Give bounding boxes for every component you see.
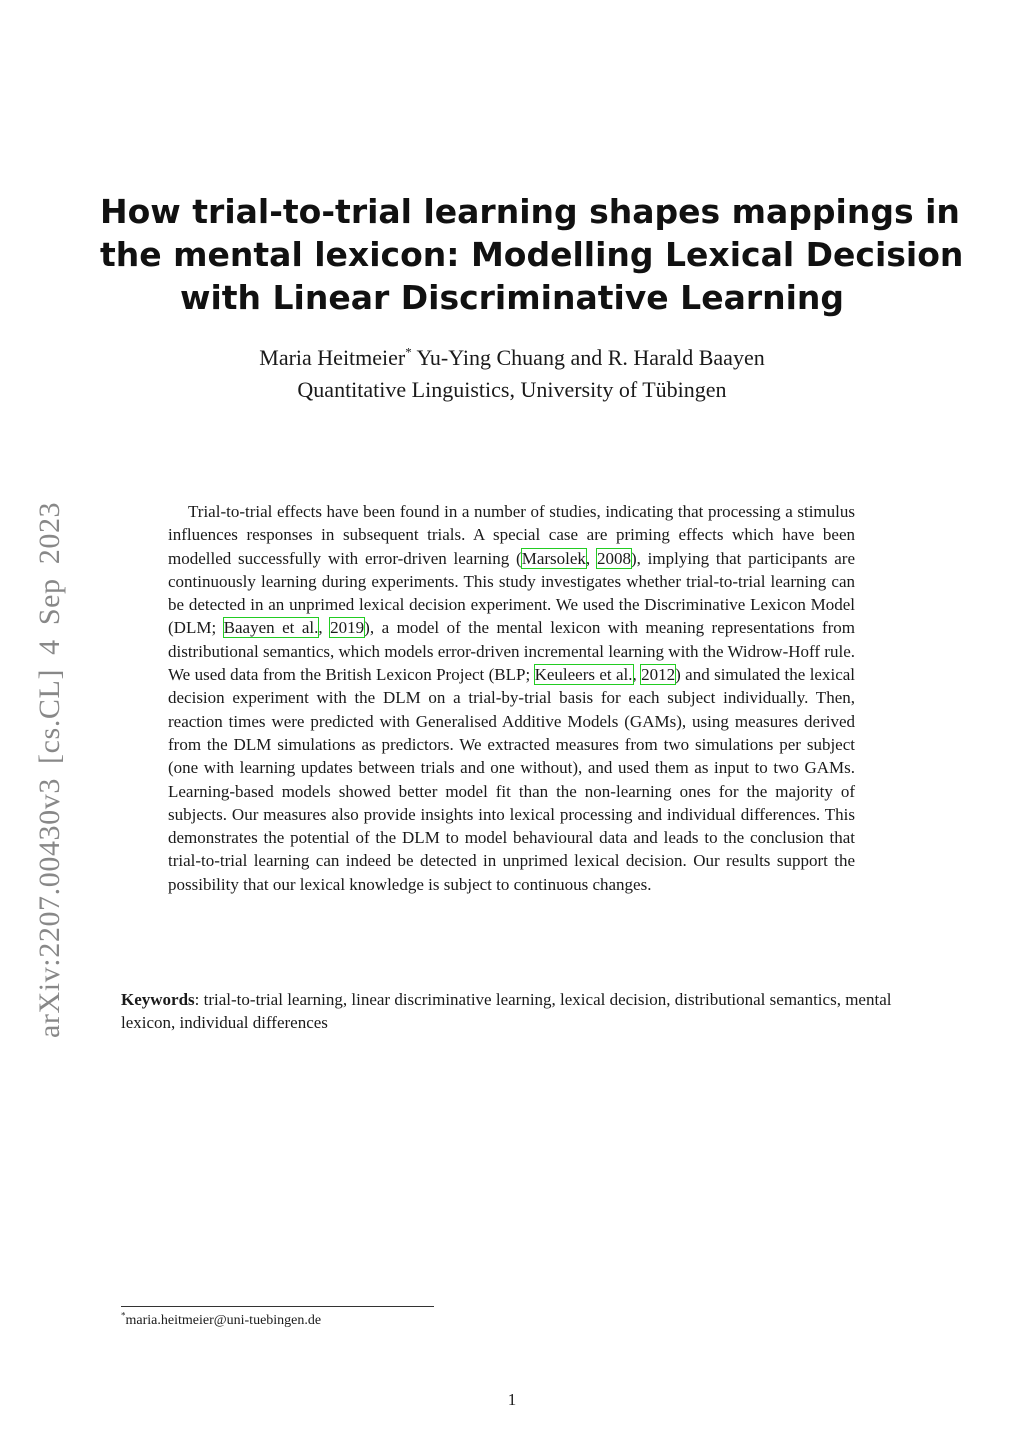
keywords-label: Keywords: [121, 990, 195, 1009]
author-rest: Yu-Ying Chuang and R. Harald Baayen: [411, 345, 765, 370]
abstract-text: ), implying that participants are continuously learning during experiments. This study investigates whether trial-to-trial learning can be detected in an unprimed lexical decision experiment. We used the Discriminative Lexicon Model (DLM;: [168, 548, 856, 638]
title-line: How trial-to-trial learning shapes mappings in: [100, 192, 960, 231]
author-block: [100, 342, 924, 406]
footnote-email[interactable]: maria.heitmeier@uni-tuebingen.de: [125, 1313, 322, 1328]
author-names: [100, 342, 924, 374]
citation-separator: ,: [632, 665, 642, 685]
affiliation: Quantitative Linguistics, University of Tübingen: [297, 377, 727, 402]
keywords: [121, 988, 903, 1035]
citation-link-baayen-author[interactable]: Baayen et al.: [223, 618, 319, 638]
page-number: 1: [507, 1390, 517, 1409]
citation-link-marsolek-author[interactable]: Marsolek: [521, 548, 586, 568]
abstract-paragraph: [168, 500, 855, 896]
author-footnote-mark[interactable]: *: [405, 344, 412, 360]
paper-title: [100, 190, 964, 319]
citation-separator: ,: [318, 618, 331, 638]
abstract-text: ) and simulated the lexical decision experiment with the DLM on a trial-by-trial basis for each subject individually. Then, reaction times were predicted with Generalised Additive Models (GAMs), using measures derived from the DLM simulations as predictors. We extracted measures from two simulations per subject (one with learning updates between trials and one without), and used them as input to two GAMs. Learning-based models showed better model fit than the non-learning ones for the majority of subjects. Our measures also provide insights into lexical processing and individual differences. This demonstrates the potential of the DLM to model behavioural data and leads to the conclusion that trial-to-trial learning can indeed be detected in unprimed lexical decision. Our results support the possibility that our lexical knowledge is subject to continuous changes.: [168, 665, 856, 894]
title-line: the mental lexicon: Modelling Lexical Decision: [100, 235, 964, 274]
abstract: [168, 500, 855, 896]
citation-link-marsolek-year[interactable]: 2008: [596, 548, 631, 568]
citation-link-keuleers-year[interactable]: 2012: [641, 665, 676, 685]
abstract-text: ), a model of the mental lexicon with meaning representations from distributional semantics, which models error-driven incremental learning with the Widrow-Hoff rule. We used data from the British Lexicon Project (BLP;: [168, 618, 856, 685]
author-first: Maria Heitmeier: [259, 345, 406, 370]
arxiv-identifier-stamp: arXiv:2207.00430v3 [cs.CL] 4 Sep 2023: [33, 501, 66, 1038]
footnote-divider: [121, 1306, 434, 1307]
citation-link-keuleers-author[interactable]: Keuleers et al.: [534, 665, 633, 685]
keywords-text: : trial-to-trial learning, linear discriminative learning, lexical decision, distributional semantics, mental lexicon, individual differences: [121, 990, 892, 1033]
citation-separator: ,: [585, 548, 597, 568]
abstract-text: Trial-to-trial effects have been found in a number of studies, indicating that processing a stimulus influences responses in subsequent trials. A special case are priming effects which have been modelled successfully with error-driven learning (: [168, 502, 855, 568]
title-line: with Linear Discriminative Learning: [179, 278, 845, 317]
footnote: [121, 1312, 721, 1330]
citation-link-baayen-year[interactable]: 2019: [330, 618, 365, 638]
footnote-mark: *: [121, 1310, 126, 1321]
